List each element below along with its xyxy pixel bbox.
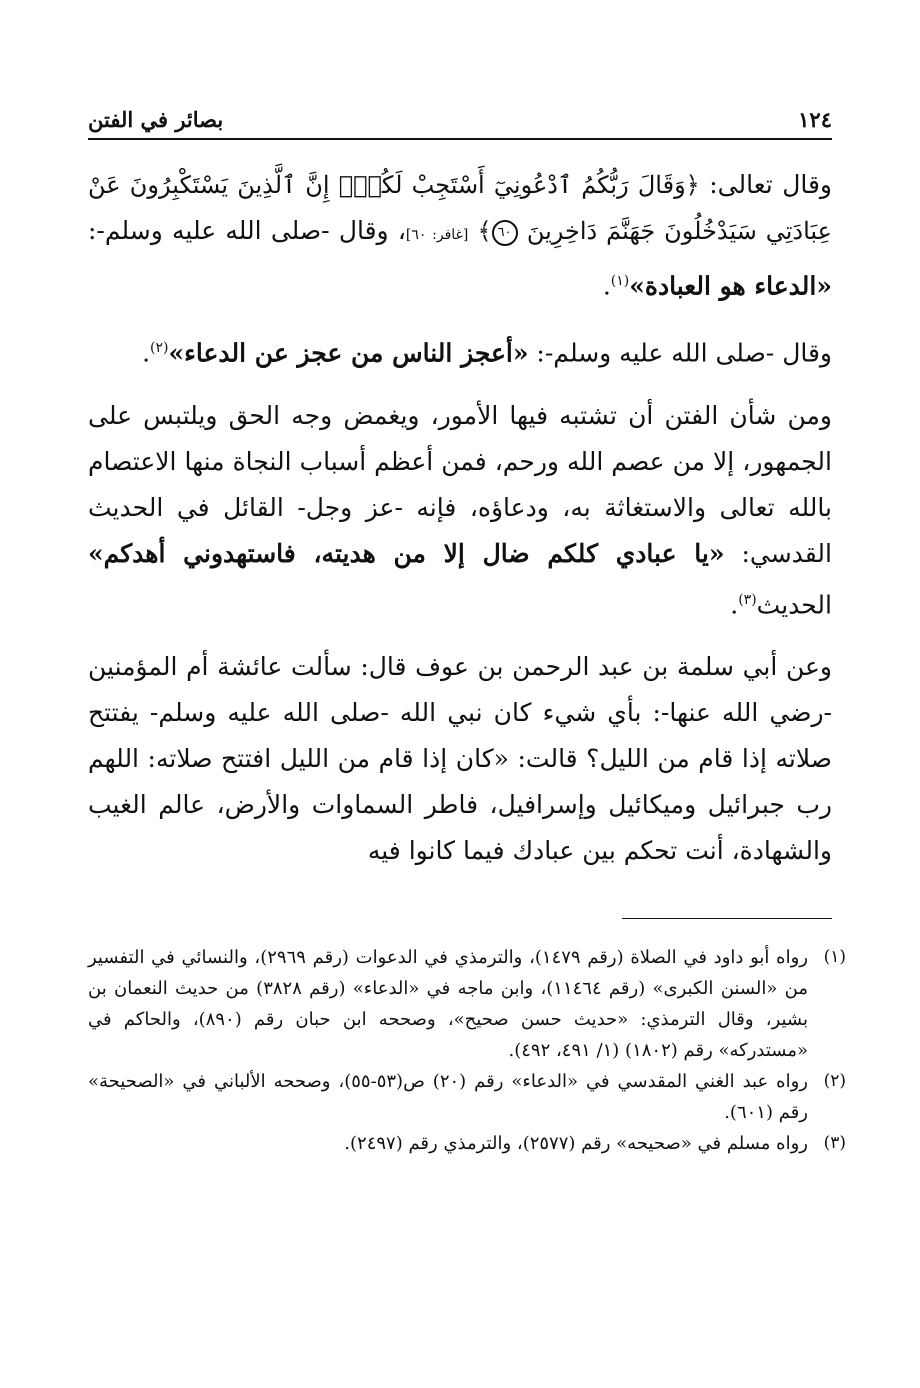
- footnote-ref-1[interactable]: (١): [610, 273, 630, 289]
- quran-close-bracket: ﴾: [477, 217, 492, 245]
- hadith-quote-3: «يا عبادي كلكم ضال إلا من هديته، فاستهدوني أهدكم»: [88, 538, 725, 568]
- para3-text: ومن شأن الفتن أن تشتبه فيها الأمور، ويغمض وجه الحق ويلتبس على الجمهور، إلا من عصم الله ورحم، فمن أعظم أسباب النجاة منها الاعتصام بالله تعالى والاستغاثة به، ودعاؤه، فإنه -عز وجل- القائل في الحديث القدسي:: [88, 400, 832, 568]
- footnote-separator: [622, 918, 832, 919]
- paragraph-3: ومن شأن الفتن أن تشتبه فيها الأمور، ويغمض وجه الحق ويلتبس على الجمهور، إلا من عصم الله ورحم، فمن أعظم أسباب النجاة منها الاعتصام بالله تعالى والاستغاثة به، ودعاؤه، فإنه -عز وجل- القائل في الحديث القدسي: «يا عبادي كلكم ضال إلا من هديته، فاستهدوني أهدكم» الحديث$^{(٣)}$.: [88, 400, 832, 619]
- para1-intro: وقال تعالى:: [699, 170, 833, 199]
- para3-tail: الحديث: [756, 589, 832, 619]
- para2-intro: وقال -صلى الله عليه وسلم-:: [528, 338, 832, 368]
- footnote-ref-2[interactable]: (٢): [150, 340, 169, 357]
- footnote-number: (٢): [823, 1071, 846, 1091]
- para4-text: وعن أبي سلمة بن عبد الرحمن بن عوف قال: سألت عائشة أم المؤمنين -رضي الله عنها-: بأي شيء كان نبي الله -صلى الله عليه وسلم- يفتتح صلاته إذا قام من الليل؟ قالت: «كان إذا قام من الليل افتتح صلاته: اللهم رب جبرائيل وميكائيل وإسرافيل، فاطر السماوات والأرض، عالم الغيب والشهادة، أنت تحكم بين عبادك فيما كانوا فيه: [88, 651, 832, 865]
- footnote-text: رواه عبد الغني المقدسي في «الدعاء» رقم (٢٠) ص(٥٣-٥٥)، وصححه الألباني في «الصحيحة» رقم (٦٠١).: [88, 1071, 808, 1123]
- footnote-2: [88, 1066, 846, 1128]
- footnote-number: (٣): [823, 1133, 846, 1153]
- footnote-3: [88, 1128, 846, 1159]
- footnote-text: رواه مسلم في «صحيحه» رقم (٢٥٧٧)، والترمذي رقم (٢٤٩٧).: [344, 1133, 808, 1154]
- paragraph-4: [88, 644, 832, 874]
- page-number: ١٢٤: [798, 107, 832, 132]
- hadith-quote-2: «أعجز الناس من عجز عن الدعاء»: [168, 338, 529, 368]
- main-text: [88, 162, 832, 874]
- footnotes: [88, 942, 846, 1159]
- book-title: بصائر في الفتن: [88, 107, 224, 132]
- para1-after: ، وقال -صلى الله عليه وسلم-:: [88, 216, 406, 245]
- footnote-number: (١): [823, 947, 846, 967]
- header-rule: [88, 138, 832, 140]
- footnote-1: [88, 942, 846, 1066]
- quran-verse: ﴿وَقَالَ رَبُّكُمُ ٱدْعُونِيٓ أَسْتَجِبْ لَكُمْۚ إِنَّ ٱلَّذِينَ يَسْتَكْبِرُونَ عَنْ عِبَادَتِي سَيَدْخُلُونَ جَهَنَّمَ دَاخِرِينَ: [88, 171, 832, 245]
- paragraph-2: وقال -صلى الله عليه وسلم-: «أعجز الناس من عجز عن الدعاء»$^{(٢)}$.: [142, 338, 832, 368]
- page-header: [88, 96, 832, 132]
- footnote-ref-3[interactable]: (٣): [738, 591, 757, 608]
- hadith-quote-1: «الدعاء هو العبادة»: [629, 271, 832, 301]
- surah-reference: [غافر: ٦٠]: [405, 227, 469, 243]
- paragraph-1: وقال تعالى: ﴿وَقَالَ رَبُّكُمُ ٱدْعُونِيٓ أَسْتَجِبْ لَكُمْۚ إِنَّ ٱلَّذِينَ يَسْتَكْبِرُونَ عَنْ عِبَادَتِي سَيَدْخُلُونَ جَهَنَّمَ دَاخِرِينَ ٦٠﴾ [غافر: ٦٠]، وقال -صلى الله عليه وسلم-: «الدعاء هو العبادة»$^{(١)}$.: [88, 170, 833, 301]
- ayah-number-mark: ٦٠: [492, 220, 518, 246]
- footnote-text: رواه أبو داود في الصلاة (رقم ١٤٧٩)، والترمذي في الدعوات (رقم ٢٩٦٩)، والنسائي في التفسير من «السنن الكبرى» (رقم ١١٤٦٤)، وابن ماجه في «الدعاء» (رقم ٣٨٢٨) من حديث النعمان بن بشير، وقال الترمذي: «حديث حسن صحيح»، وصححه ابن حبان رقم (٨٩٠)، والحاكم في «مستدركه» رقم (١٨٠٢) (١/ ٤٩١، ٤٩٢).: [88, 947, 809, 1061]
